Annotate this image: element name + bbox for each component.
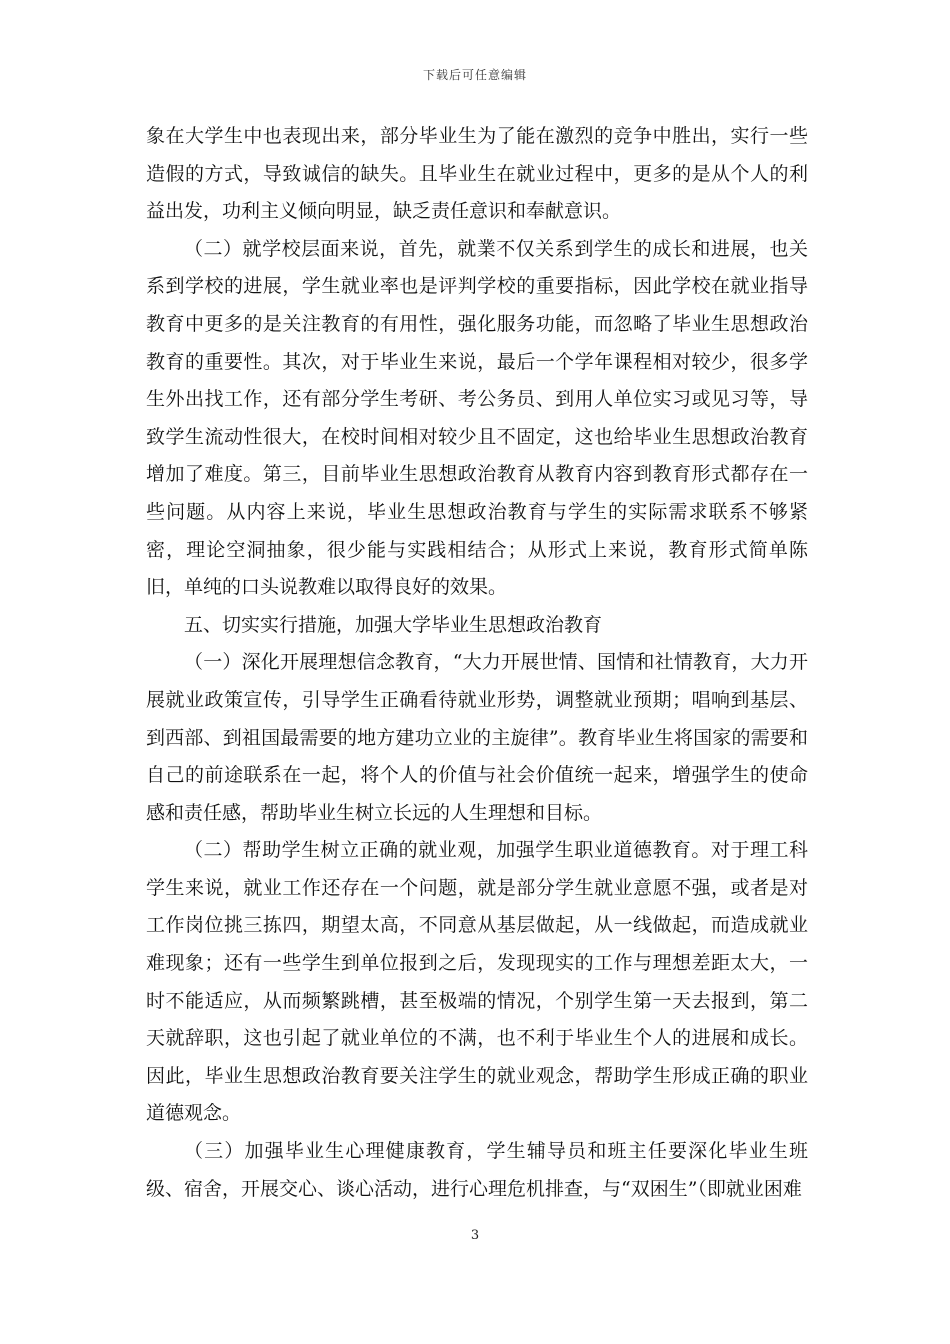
section-heading-measures: 五、切实实行措施，加强大学毕业生思想政治教育 (184, 613, 603, 636)
document-body (146, 118, 808, 1208)
paragraph-continuation: 象在大学生中也表现出来，部分毕业生为了能在激烈的竞争中胜出，实行一些造假的方式，导致诚信的缺失。且毕业生在就业过程中，更多的是从个人的利益出发，功利主义倾向明显，缺乏责任意识和奉献意识。 (146, 125, 808, 223)
page-header: 下载后可任意编辑 (422, 68, 527, 82)
paragraph-mental-health: （三）加强毕业生心理健康教育，学生辅导员和班主任要深化毕业生班级、宿舍，开展交心、谈心活动，进行心理危机排查，与“双困生”（即就业困难 (146, 1140, 808, 1200)
page-number: 3 (470, 1228, 480, 1243)
paragraph-school-level: （二）就学校层面来说，首先，就業不仅关系到学生的成长和进展，也关系到学校的进展，学生就业率也是评判学校的重要指标，因此学校在就业指导教育中更多的是关注教育的有用性，强化服务功能，而忽略了毕业生思想政治教育的重要性。其次，对于毕业生来说，最后一个学年课程相对较少，很多学生外出找工作，还有部分学生考研、考公务员、到用人单位实习或见习等，导致学生流动性很大，在校时间相对较少且不固定，这也给毕业生思想政治教育增加了难度。第三，目前毕业生思想政治教育从教育内容到教育形式都存在一些问题。从内容上来说，毕业生思想政治教育与学生的实际需求联系不够紧密，理论空洞抽象，很少能与实践相结合；从形式上来说，教育形式简单陈旧，单纯的口头说教难以取得良好的效果。 (146, 237, 808, 599)
paragraph-employment-view: （二）帮助学生树立正确的就业观，加强学生职业道德教育。对于理工科学生来说，就业工作还存在一个问题，就是部分学生就业意愿不强，或者是对工作岗位挑三拣四，期望太高，不同意从基层做起，从一线做起，而造成就业难现象；还有一些学生到单位报到之后，发现现实的工作与理想差距太大，一时不能适应，从而频繁跳槽，甚至极端的情况，个别学生第一天去报到，第二天就辞职，这也引起了就业单位的不满，也不利于毕业生个人的进展和成长。因此，毕业生思想政治教育要关注学生的就业观念，帮助学生形成正确的职业道德观念。 (146, 839, 808, 1125)
paragraph-ideal-belief: （一）深化开展理想信念教育，“大力开展世情、国情和社情教育，大力开展就业政策宣传，引导学生正确看待就业形势，调整就业预期；唱响到基层、到西部、到祖国最需要的地方建功立业的主旋律”。教育毕业生将国家的需要和自己的前途联系在一起，将个人的价值与社会价值统一起来，增强学生的使命感和责任感，帮助毕业生树立长远的人生理想和目标。 (146, 651, 808, 824)
